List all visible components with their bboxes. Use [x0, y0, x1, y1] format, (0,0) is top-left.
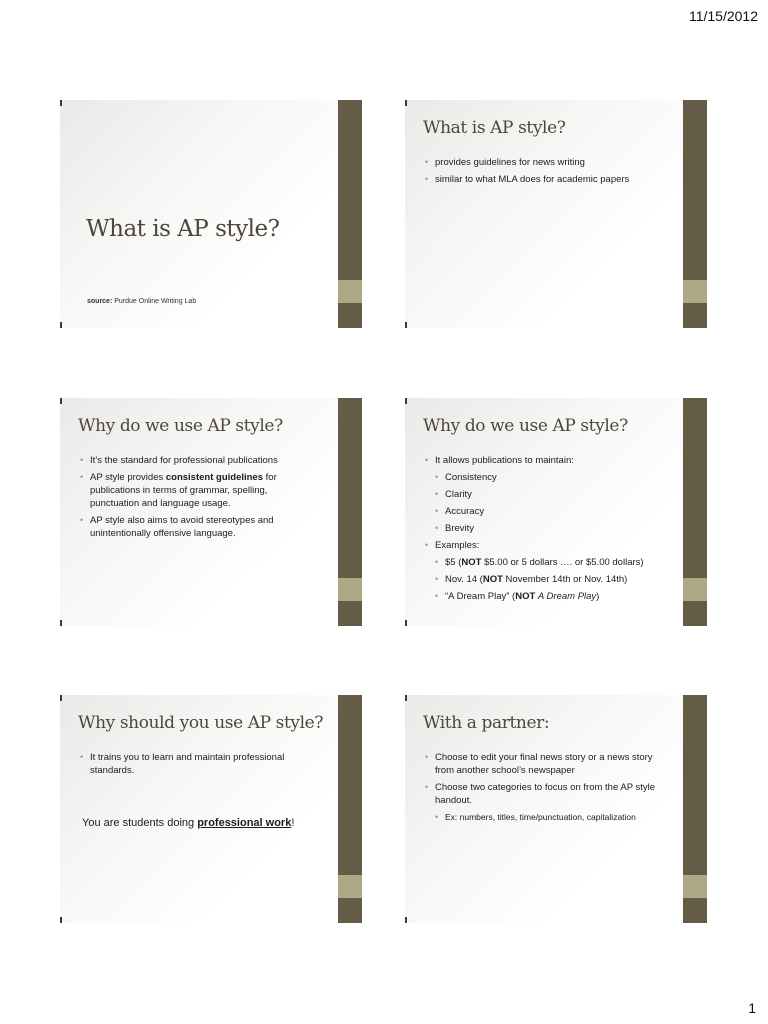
slide-4 — [405, 398, 707, 626]
slide-accent-band — [683, 100, 707, 328]
source-text: Purdue Online Writing Lab — [112, 298, 197, 305]
bold-text: NOT — [515, 591, 536, 602]
example-text: $5 ( — [445, 557, 462, 568]
sub-bullet-item — [435, 590, 661, 603]
bullet-item: • AP style also aims to avoid stereotypes and unintentionally offensive language. — [80, 514, 316, 540]
example-text: Nov. 14 ( — [445, 574, 483, 585]
bold-text: consistent guidelines — [165, 472, 264, 483]
bold-text: NOT — [482, 574, 503, 585]
bullet-item: • It’s the standard for professional publications — [80, 454, 316, 467]
slide-6 — [405, 695, 707, 923]
slide-title: Why do we use AP style? — [78, 416, 283, 436]
bullet-item: • Choose two categories to focus on from the AP style handout. — [425, 781, 661, 807]
example-text: November 14th or Nov. 14th) — [502, 574, 628, 585]
bullet-item: • It allows publications to maintain: — [425, 454, 661, 467]
slide-title: Why should you use AP style? — [78, 713, 324, 733]
sub-bullet-item: • Brevity — [435, 522, 661, 535]
bullet-item: • It trains you to learn and maintain professional standards. — [80, 751, 316, 777]
sub-bullet-item: • Accuracy — [435, 505, 661, 518]
slide-title: Why do we use AP style? — [423, 416, 628, 436]
sub-bullet-item: • Consistency — [435, 471, 661, 484]
bullet-list — [80, 751, 316, 781]
sub-bullet-item — [435, 556, 661, 569]
example-text: “A Dream Play” ( — [445, 591, 516, 602]
slide-title: What is AP style? — [423, 118, 566, 138]
closing-statement — [82, 817, 294, 829]
print-date: 11/15/2012 — [688, 8, 758, 24]
slide-5 — [60, 695, 362, 923]
bullet-item: • Examples: — [425, 539, 661, 552]
bullet-list — [425, 751, 661, 828]
slide-1 — [60, 100, 362, 328]
closing-text: You are students doing — [82, 817, 198, 829]
example-text: $5.00 or 5 dollars …. or $5.00 dollars) — [481, 557, 644, 568]
slide-title: With a partner: — [423, 713, 550, 733]
sub-bullet-item — [435, 573, 661, 586]
bullet-item: • provides guidelines for news writing — [425, 156, 661, 169]
bullet-list — [425, 156, 661, 190]
slide-accent-band — [683, 695, 707, 923]
italic-text: A Dream Play — [537, 591, 597, 602]
slide-title: What is AP style? — [86, 216, 280, 242]
slide-3 — [60, 398, 362, 626]
example-text: ) — [596, 591, 600, 602]
sub-bullet-item: • Ex: numbers, titles, time/punctuation, capitalization — [435, 811, 661, 824]
closing-text: ! — [291, 817, 295, 829]
bullet-list — [425, 454, 661, 607]
slide-accent-band — [338, 695, 362, 923]
bold-text: NOT — [461, 557, 482, 568]
slide-accent-band — [683, 398, 707, 626]
sub-bullet-item: • Clarity — [435, 488, 661, 501]
bullet-item: • similar to what MLA does for academic papers — [425, 173, 661, 186]
bullet-item: • Choose to edit your final news story or a news story from another school’s newspaper — [425, 751, 661, 777]
slide-source — [87, 298, 196, 305]
bullet-list — [80, 454, 316, 544]
slide-2 — [405, 100, 707, 328]
source-label: source: — [87, 298, 113, 305]
slide-accent-band — [338, 398, 362, 626]
bullet-text: for publications in terms of grammar, spelling, punctuation and language usage. — [90, 472, 277, 509]
emphasized-text: professional work — [197, 817, 292, 829]
bullet-item — [80, 471, 316, 510]
page-number: 1 — [748, 1000, 756, 1016]
slide-accent-band — [338, 100, 362, 328]
bullet-text: AP style provides — [90, 472, 166, 483]
